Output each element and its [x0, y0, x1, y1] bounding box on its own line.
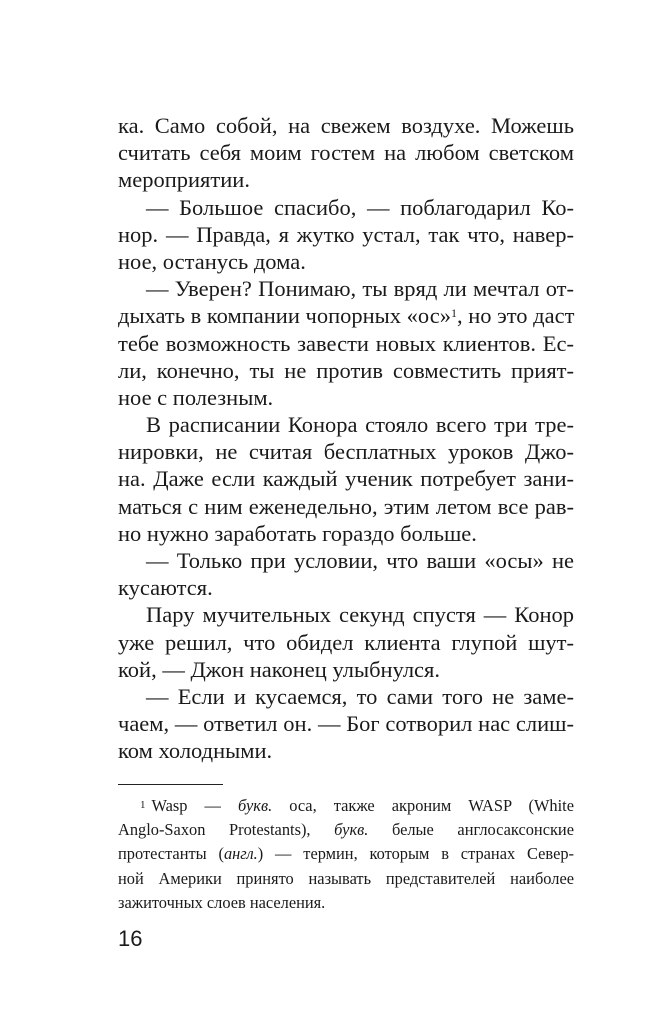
text-line: нор. — Правда, я жутко устал, так что, навер-: [118, 221, 574, 247]
footnote-segment: Wasp —: [151, 796, 238, 815]
text-line: тебе возможность завести новых клиентов. Ес-: [118, 330, 574, 356]
text-line: ное, останусь дома.: [118, 248, 306, 274]
page-number: 16: [118, 926, 143, 951]
text-line: уже решил, что обидел клиента глупой шут-: [118, 629, 574, 655]
text-line: — Если и кусаемся, то сами того не заме-: [146, 683, 574, 709]
text-line: В расписании Конора стояло всего три тре-: [146, 412, 574, 438]
footnote-abbrev: букв.: [334, 820, 369, 840]
text-line: нировки, не считая бесплатных уроков Джо-: [118, 439, 574, 465]
text-line: считать себя моим гостем на любом светском: [118, 140, 574, 166]
text-line: Пару мучительных секунд спустя — Конор: [146, 602, 574, 628]
footnote-line: зажиточных слоев населения.: [118, 892, 326, 912]
text-segment: дыхать в компании чопорных «ос»: [118, 303, 451, 329]
body-text: [118, 112, 574, 765]
text-line: [118, 302, 574, 329]
footnote-segment: протестанты (: [118, 844, 224, 864]
text-line: на. Даже если каждый ученик потребует зани-: [118, 466, 574, 492]
text-segment: , но это даст: [456, 303, 575, 329]
text-line: чаем, — ответил он. — Бог сотворил нас слиш-: [118, 711, 574, 737]
footnote-divider: [118, 784, 223, 785]
footnote-line: [118, 818, 574, 842]
text-line: — Уверен? Понимаю, ты вряд ли мечтал от-: [146, 276, 574, 302]
text-line: маться с ним еженедельно, этим летом все рав-: [118, 493, 574, 519]
footnote-reference: 1: [450, 306, 457, 321]
footnote-abbrev: букв.: [238, 796, 273, 815]
footnote: [118, 794, 574, 915]
footnote-segment: Anglo-Saxon Protestants),: [118, 820, 335, 840]
footnote-line: ной Америки принято называть представителей наиболее: [118, 868, 574, 888]
text-line: но нужно заработать гораздо больше.: [118, 520, 477, 546]
footnote-segment: ) — термин, которым в странах Север-: [257, 844, 574, 864]
text-line: — Только при условии, что ваши «осы» не: [146, 548, 574, 573]
footnote-segment: белые англосаксонские: [368, 820, 574, 840]
text-line: ка. Само собой, на свежем воздухе. Можешь: [118, 113, 574, 138]
text-line: ком холодными.: [118, 738, 273, 764]
text-line: кой, — Джон наконец улыбнулся.: [118, 656, 441, 682]
text-line: — Большое спасибо, — поблагодарил Ко-: [146, 194, 574, 220]
footnote-line: [118, 842, 574, 866]
footnote-abbrev: англ.: [223, 844, 258, 864]
text-line: ли, конечно, ты не против совместить прият-: [118, 357, 574, 383]
footnote-segment: оса, также акроним WASP (White: [272, 796, 575, 815]
text-line: мероприятии.: [118, 167, 250, 193]
footnote-line: [118, 794, 574, 818]
text-line: кусаются.: [118, 575, 213, 601]
text-line: ное с полезным.: [118, 384, 274, 410]
footnote-mark: 1: [140, 799, 146, 811]
